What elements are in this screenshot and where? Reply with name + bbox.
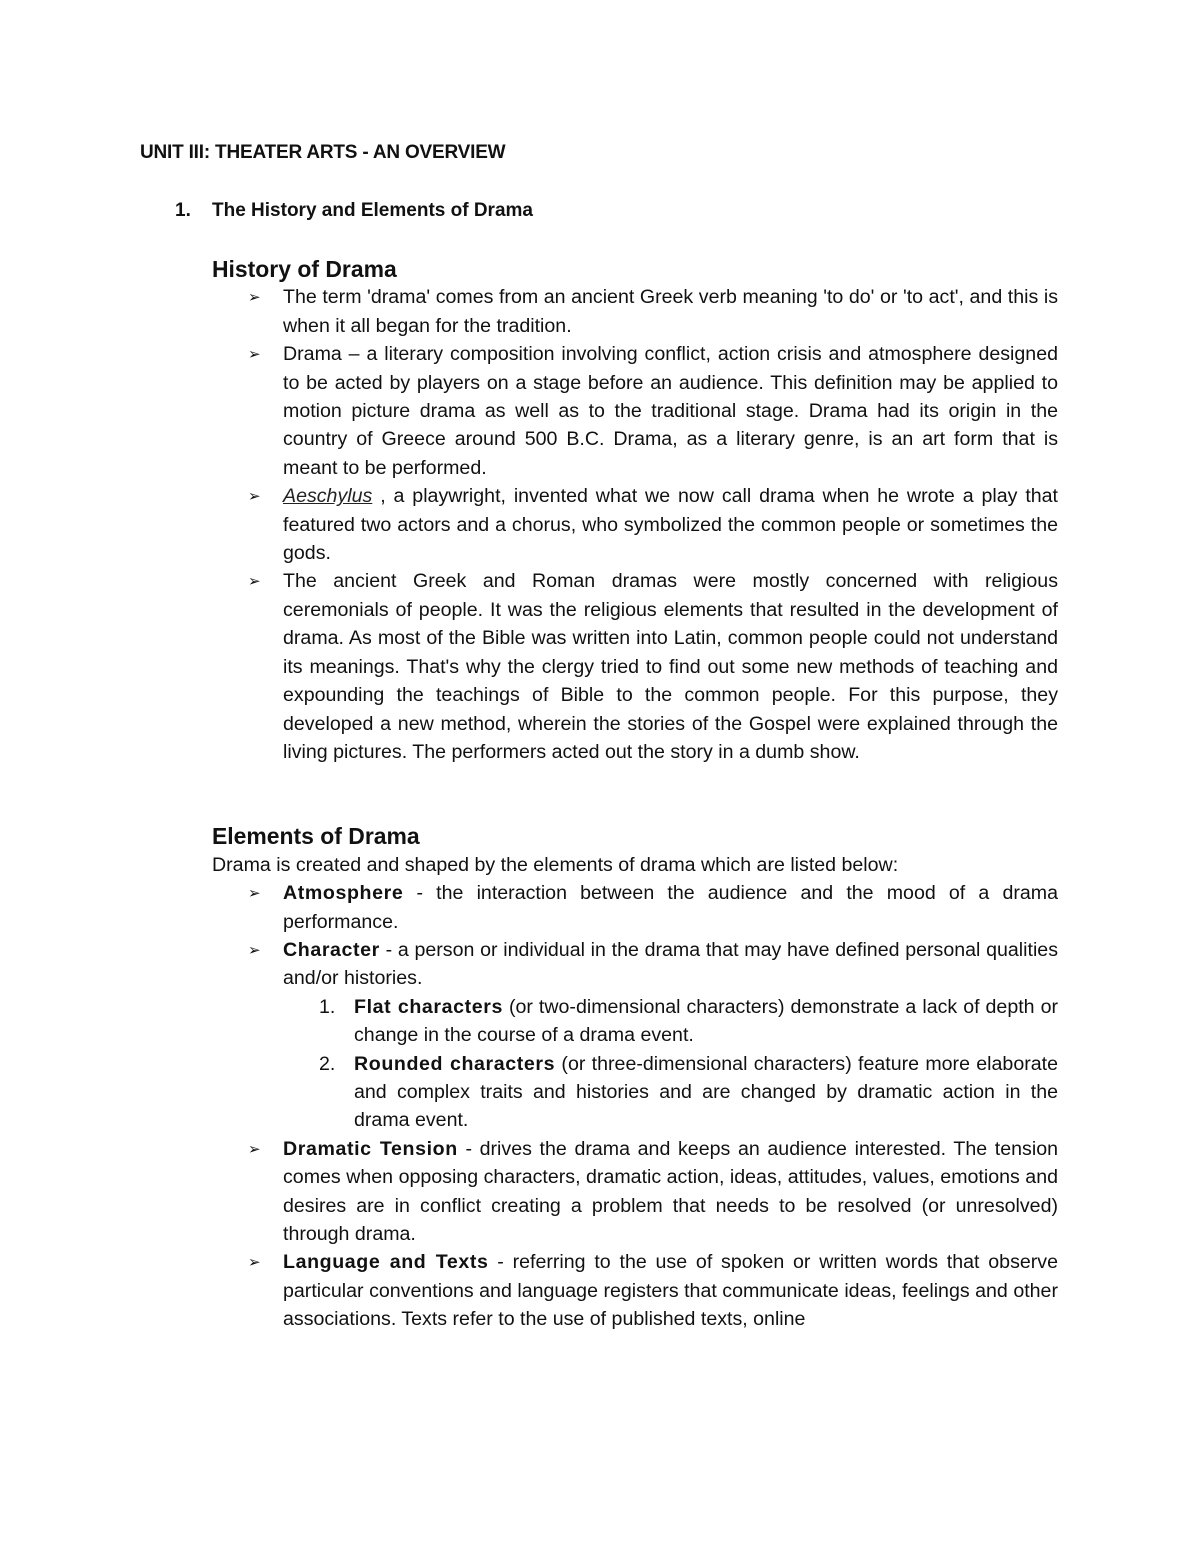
sub-item-number: 2. [319, 1052, 336, 1075]
list-item [212, 1135, 1058, 1249]
sub-item-description: (or two-dimensional characters) demonstrate a lack of depth or change in the course of a drama event. [354, 995, 1058, 1047]
sub-item-number: 1. [319, 995, 336, 1018]
list-item [212, 936, 1058, 1135]
arrow-bullet-icon: ➢ [248, 572, 261, 591]
element-term: Atmosphere [283, 882, 404, 905]
arrow-bullet-icon: ➢ [248, 1139, 261, 1158]
unit-title: UNIT III: THEATER ARTS - AN OVERVIEW [140, 142, 506, 163]
element-term: Dramatic Tension [283, 1137, 458, 1160]
element-description: - referring to the use of spoken or written words that observe particular conventions and language registers that communicate ideas, feelings and other associations. Texts refer to the use of published texts, online [283, 1251, 1058, 1331]
section-title: The History and Elements of Drama [212, 200, 533, 221]
list-item [212, 567, 1058, 766]
arrow-bullet-icon: ➢ [248, 345, 261, 364]
arrow-bullet-icon: ➢ [248, 487, 261, 506]
arrow-bullet-icon: ➢ [248, 940, 261, 959]
elements-heading: Elements of Drama [212, 823, 420, 850]
list-item [283, 1050, 1058, 1135]
aeschylus-link[interactable]: Aeschylus [283, 485, 373, 508]
sub-item-description: (or three-dimensional characters) feature more elaborate and complex traits and histories and are changed by dramatic action in the drama event. [354, 1052, 1058, 1132]
list-item [212, 283, 1058, 340]
list-item [212, 879, 1058, 936]
history-item-text: The term 'drama' comes from an ancient Greek verb meaning 'to do' or 'to act', and this is when it all began for the tradition. [283, 286, 1058, 337]
history-item-text: , a playwright, invented what we now call drama when he wrote a play that featured two actors and a chorus, who symbolized the common people or sometimes the gods. [283, 485, 1058, 565]
arrow-bullet-icon: ➢ [248, 1253, 261, 1272]
element-description: - a person or individual in the drama that may have defined personal qualities and/or histories. [283, 938, 1058, 990]
character-types-list [283, 993, 1058, 1135]
list-item [283, 993, 1058, 1050]
history-heading: History of Drama [212, 256, 397, 282]
document-body [212, 255, 1058, 1334]
list-item [212, 340, 1058, 482]
sub-item-term: Rounded characters [354, 1052, 556, 1075]
list-item [212, 482, 1058, 567]
section-number: 1. [175, 200, 191, 221]
list-item [212, 1248, 1058, 1333]
section-spacer [212, 766, 1058, 822]
elements-intro: Drama is created and shaped by the elements of drama which are listed below: [212, 853, 899, 876]
elements-list [212, 879, 1058, 1334]
element-description: - the interaction between the audience and the mood of a drama performance. [283, 882, 1058, 933]
element-term: Language and Texts [283, 1251, 489, 1274]
section-heading [175, 200, 533, 222]
history-item-text: The ancient Greek and Roman dramas were mostly concerned with religious ceremonials of people. It was the religious elements that resulted in the development of drama. As most of the Bible was written into Latin, common people could not understand its meanings. That's why the clergy tried to find out some new methods of teaching and expounding the teachings of Bible to the common people. For this purpose, they developed a new method, wherein the stories of the Gospel were explained through the living pictures. The performers acted out the story in a dumb show. [283, 570, 1058, 763]
arrow-bullet-icon: ➢ [248, 288, 261, 307]
sub-item-term: Flat characters [354, 995, 503, 1018]
history-list [212, 283, 1058, 766]
history-item-text: Drama – a literary composition involving conflict, action crisis and atmosphere designed to be acted by players on a stage before an audience. This definition may be applied to motion picture drama as well as to the traditional stage. Drama had its origin in the country of Greece around 500 B.C. Drama, as a literary genre, is an art form that is meant to be performed. [283, 343, 1058, 479]
arrow-bullet-icon: ➢ [248, 884, 261, 903]
element-term: Character [283, 938, 380, 961]
element-description: - drives the drama and keeps an audience interested. The tension comes when opposing characters, dramatic action, ideas, attitudes, values, emotions and desires are in conflict creating a problem that needs to be resolved (or unresolved) through drama. [283, 1137, 1058, 1245]
